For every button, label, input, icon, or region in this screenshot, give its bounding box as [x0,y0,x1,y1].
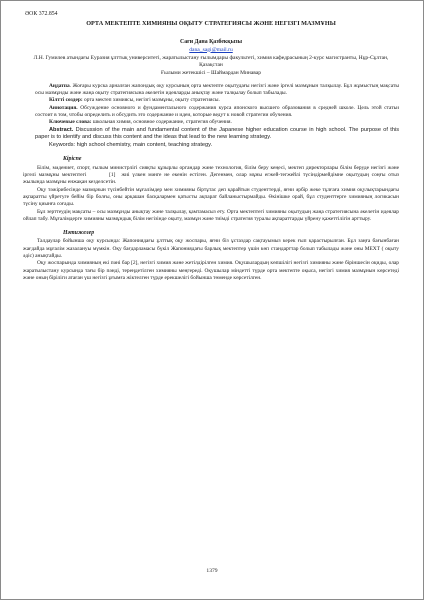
intro-p1-start: Білім, мәдениет, спорт, ғылым министрлігі сияқты құзырлы органдар және технология, білім беру кеңесі, мектеп директорлары білім беруде негізгі және іргелі мазмұны мектептегі [23,164,399,179]
abstract-kz-text: . Жоғары курска арналған жапондық оқу курсының орта мектепте оқытудағы негізгі және іргелі мазмұнын талқылау. Бұл жұмыстың мақсаты осы мазмұнды және жаңа оқыту стратегиясына әкелетін идеяларды анықтау және талқылау болып табылады. [35,82,399,97]
abstract-en-text: Discussion of the main and fundamental content of the Japanese higher education course in high school. The purpose of this paper is to identify and discuss this content and the ideas that lead to the new learning strategy. [35,126,399,141]
abstract-kz-label: Аңдатпа [49,82,70,89]
author-affiliation: Л.Н. Гумилев атындағы Еуразия ұлттық университеті, жаратылыстану ғылымдары факультеті, химия кафедрасының 2-курс магистранты, Нұр-Сұлтан, Қазақстан [33,54,389,68]
intro-paragraph-2: Оқу тәжірибесінде мазмұнын түсінбейтін мұғалімдер мен химияны біртұтас деп қарайтын студенттерді, яғни әрбір жеке тұлғаға химия оқулықтарындағы ақпаратты үйретуге бейім бір болғы, оны арқашан басқалармен қатысты ақпарат байланыстырмайды. Өкінішке орай, бұл студенттерге химияның логикасын түсіну қиынға соғады. [23,186,399,208]
intro-heading: Кіріспе [63,156,82,163]
keywords-en-text: high school chemistry, main content, teaching strategy. [75,141,213,148]
results-paragraph-2: Оқу жоспарында химияның екі пәні бар [2], негізгі химия және жетілдірілген химия. Оқушылардың көпшілігі негізгі химияны және біріншесін оқиды, олар жаратылыстану курсында тағы бір пәнді, тереңдетілген химияны меңгереді. Оқушылар міндетті түрде орта мектепте оқыса, негізгі химия мазмұнын көрсетеді және оның біріліги атаған үш негізгі ұғымға жіктелген түрде ерекшелігі бойынша төменде көрсетілген. [23,260,399,281]
intro-paragraph-1 [23,165,399,187]
keywords-ru-label: Ключевые слова: [49,119,92,126]
author-name: Сағи Дана Қазбекқызы [180,39,242,46]
abstract-ru-label: Аннотация. [49,104,78,111]
keywords-ru [35,119,399,126]
abstracts-block [23,83,399,150]
results-heading: Нәтижелер [63,230,95,237]
keywords-kz-label: Кілтті сөздер: [49,97,83,104]
author-email-link[interactable]: dana_sagi@mail.ru [189,46,233,53]
abstract-ru [35,105,399,120]
results-section [23,238,399,282]
keywords-en [35,142,399,150]
keywords-en-label: Keywords: [49,141,76,148]
intro-paragraph-3: Бұл зерттеудің мақсаты – осы мазмұнды анықтау және талқылау, қамтамасыз ету. Орта мектептегі химияны оқытудың жаңа стратегиясына әкелетін идеялар ойлап табу. Мұғалімдерге химияны мазмұндық білім негізінде оқыту, мазмұн және тиімді стратегия туралы ақпараттарды үйрену қажеттілігін арттыру. [23,208,399,222]
intro-section [23,165,399,223]
results-paragraph-1: Талдаулар бойынша оқу курсында: Жапониядағы ұлттық оқу жоспары, яғни біз ұстаздар сақтауымыз керек ғып қарастырылған. Бұл заңға бағынбаған жағдайда мұғалім жазалануы мүмкін. Оқу бағдарламасы бүкіл Жапониядағы барлық мектептер үшін көп стандарттар болып табылады және оны MEXT ( оқыту әдіс) анықтайды. [23,238,399,260]
keywords-kz-text: орта мектеп химиясы, негізгі мазмұны, оқыту стратегиясы. [82,97,220,104]
citation-ref-1: [1] [109,172,116,179]
keywords-kz [35,97,399,104]
abstract-en-label: Abstract. [49,126,74,133]
abstract-ru-text: Обсуждение основного и фундаментального содержания курса японского высшего образования в средней школе. Цель этой статьи состоит в том, чтобы определить и обсудить это содержание и идеи, которые ведут к новой стратегии обучения. [35,104,399,119]
page-number: 1379 [206,568,218,574]
keywords-ru-text: школьная химия, основное содержание, стратегия обучения. [91,119,232,126]
page-content [23,11,399,282]
udk-code: ӘОК 372.854 [25,11,58,17]
intro-p1-end: жиі үлкен мәнге не екенін естіген. Дегенмен, олар мұны егжей-тегжейлі түсіндірмейдімне оқытудың соңғы отыз жылында мазмұны енжақан кезделсетін. [23,172,399,186]
abstract-kz [35,83,399,98]
supervisor-line: Ғылыми жетекшісі – Шаймардан Минавар [160,69,262,76]
article-title: ОРТА МЕКТЕПТЕ ХИМИЯНЫ ОҚЫТУ СТРАТЕГИЯСЫ ЖӘНЕ НЕГІЗГІ МАЗМҰНЫ [86,20,336,28]
abstract-en [35,127,399,142]
